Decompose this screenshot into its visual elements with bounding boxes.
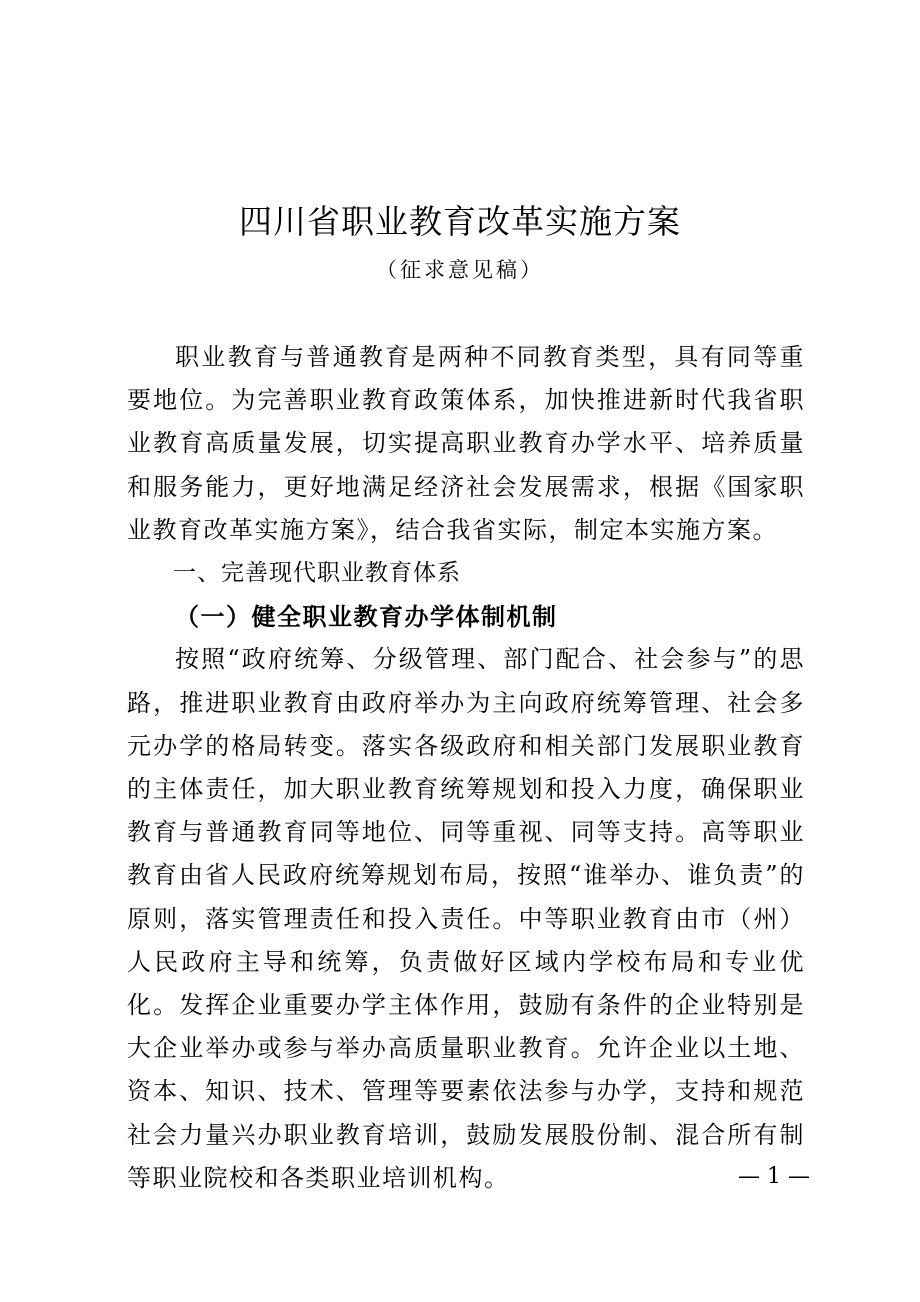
subsection-paragraph: 按照“政府统筹、分级管理、部门配合、社会参与”的思路，推进职业教育由政府举办为主向政府统筹管理、社会多元办学的格局转变。落实各级政府和相关部门发展职业教育的主体责任，加大职业教育统筹规划和投入力度，确保职业教育与普通教育同等地位、同等重视、同等支持。高等职业教育由省人民政府统筹规划布局，按照“谁举办、谁负责”的原则，落实管理责任和投入责任。中等职业教育由市（州）人民政府主导和统筹，负责做好区域内学校布局和专业优化。发挥企业重要办学主体作用，鼓励有条件的企业特别是大企业举办或参与举办高质量职业教育。允许企业以土地、资本、知识、技术、管理等要素依法参与办学，支持和规范社会力量兴办职业教育培训，鼓励发展股份制、混合所有制等职业院校和各类职业培训机构。	[127, 645, 805, 1192]
section-heading: 一、完善现代职业教育体系	[173, 560, 461, 587]
intro-paragraph: 职业教育与普通教育是两种不同教育类型，具有同等重要地位。为完善职业教育政策体系，加快推进新时代我省职业教育高质量发展，切实提高职业教育办学水平、培养质量和服务能力，更好地满足经济社会发展需求，根据《国家职业教育改革实施方案》，结合我省实际，制定本实施方案。	[127, 343, 805, 544]
page-number: — 1 —	[738, 1164, 810, 1189]
document-body	[127, 336, 805, 1200]
document-title: 四川省职业教育改革实施方案	[239, 202, 681, 241]
document-subtitle: （征求意见稿）	[376, 258, 544, 282]
subsection-heading: （一）健全职业教育办学体制机制	[175, 602, 558, 632]
